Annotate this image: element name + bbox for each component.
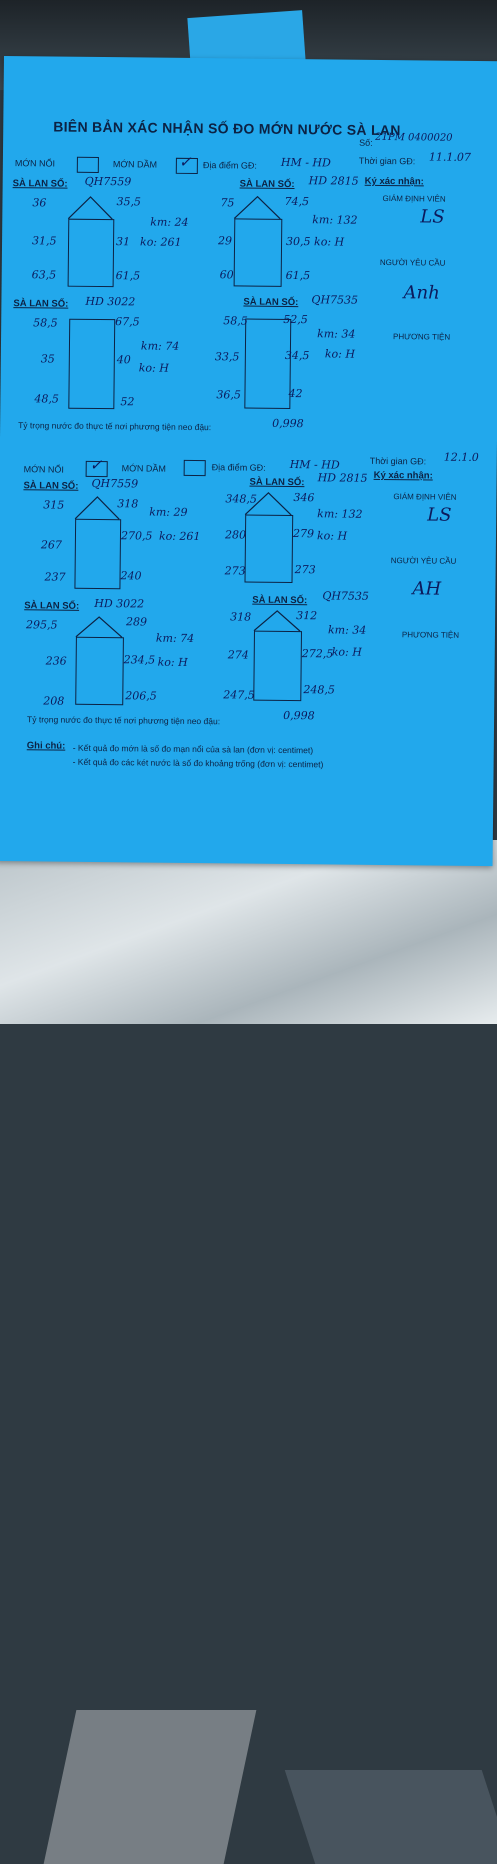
mon-dam-label: MỚN DẦM	[121, 463, 166, 474]
barge-label: SÀ LAN SỐ:	[252, 594, 308, 607]
check-mark: ✓	[89, 455, 103, 475]
draft-top-right: 318	[117, 497, 139, 511]
barge-hull	[244, 515, 293, 583]
barge-note-km: km: 29	[149, 505, 188, 519]
notes-label: Ghi chú:	[26, 740, 66, 752]
draft-bottom-right: 273	[294, 563, 316, 577]
barge-note-ko: ko: H	[314, 235, 345, 249]
time-value: 12.1.0	[443, 450, 479, 464]
number-label: Số:	[359, 137, 373, 148]
density-value: 0,998	[283, 708, 315, 723]
draft-bottom-left: 237	[44, 570, 66, 584]
document-title: BIÊN BẢN XÁC NHẬN SỐ ĐO MỚN NƯỚC SÀ LAN	[53, 118, 401, 139]
barge-label: SÀ LAN SỐ:	[23, 480, 79, 492]
barge-note-km: km: 34	[327, 623, 367, 637]
draft-bottom-right: 42	[288, 386, 303, 401]
giam-dinh-vien-label: GIÁM ĐỊNH VIÊN	[382, 193, 446, 204]
barge-note-ko: ko: H	[157, 655, 188, 669]
signature-inspector: LS	[427, 504, 452, 526]
barge-note-ko: ko: H	[331, 645, 362, 659]
fabric-background	[0, 840, 497, 1024]
density-label: Tỷ trọng nước đo thực tế nơi phương tiện neo đậu:	[27, 714, 221, 727]
draft-mid-right: 40	[116, 353, 131, 367]
barge-id: HD 3022	[85, 294, 136, 309]
draft-mid-left: 31,5	[31, 234, 57, 248]
ky-xac-nhan-label: Ký xác nhận:	[364, 175, 424, 188]
draft-mid-left: 236	[45, 654, 67, 668]
draft-top-left: 36	[32, 196, 47, 210]
note-text: Kết quả đo các két nước là số đo khoảng trống (đơn vị: centimet)	[77, 756, 324, 770]
draft-mid-right: 31	[115, 235, 131, 249]
draft-top-left: 75	[220, 196, 235, 210]
draft-mid-left: 274	[227, 648, 249, 662]
barge-note-km: km: 132	[317, 507, 363, 521]
barge-note-ko: ko: H	[324, 347, 356, 361]
mon-noi-label: MỚN NỔI	[14, 158, 56, 169]
barge-id: QH7535	[311, 293, 359, 307]
time-value: 11.1.07	[428, 150, 472, 164]
barge-hull	[74, 519, 121, 589]
document-sheet	[0, 56, 497, 866]
draft-top-left: 315	[43, 498, 65, 512]
draft-bottom-right: 206,5	[125, 689, 157, 703]
draft-top-left: 58,5	[33, 316, 58, 330]
barge-note-km: km: 132	[312, 213, 358, 227]
check-mark: ✓	[178, 152, 192, 171]
density-label: Tỷ trọng nước đo thực tế nơi phương tiện neo đậu:	[18, 420, 212, 433]
draft-mid-right: 279	[292, 527, 315, 541]
phuong-tien-label: PHƯƠNG TIỆN	[401, 630, 460, 640]
draft-bottom-right: 61,5	[285, 268, 311, 283]
note-item: - Kết quả đo các két nước là số đo khoảng trống (đơn vị: centimet)	[72, 756, 324, 770]
mon-noi-checkbox	[86, 455, 108, 477]
fabric-fold	[285, 1770, 497, 1864]
barge-note-km: km: 74	[155, 631, 195, 646]
mon-dam-label: MỚN DẦM	[112, 159, 158, 170]
barge-label: SÀ LAN SỐ:	[12, 178, 68, 190]
draft-top-right: 289	[126, 615, 148, 629]
barge-id: QH7535	[322, 589, 370, 603]
draft-mid-left: 35	[40, 352, 55, 366]
draft-top-right: 74,5	[284, 194, 310, 209]
density-value: 0,998	[272, 416, 304, 431]
mon-dam-checkbox	[184, 460, 206, 476]
mon-noi-label: MỚN NỔI	[23, 464, 64, 475]
draft-bottom-left: 36,5	[216, 388, 242, 402]
mon-dam-checkbox	[176, 152, 198, 174]
draft-mid-right: 234,5	[123, 653, 156, 667]
draft-bottom-left: 48,5	[34, 392, 59, 406]
mon-noi-checkbox	[77, 157, 99, 173]
signature-inspector: LS	[420, 206, 445, 228]
barge-note-km: km: 24	[150, 215, 189, 229]
draft-mid-right: 270,5	[120, 529, 153, 543]
nguoi-yeu-cau-label: NGƯỜI YÊU CẦU	[379, 257, 446, 268]
barge-bow	[234, 196, 280, 218]
nguoi-yeu-cau-label: NGƯỜI YÊU CẦU	[390, 556, 457, 566]
draft-top-right: 312	[296, 609, 318, 623]
draft-bottom-right: 52	[120, 395, 135, 409]
phuong-tien-label: PHƯƠNG TIỆN	[393, 332, 451, 342]
draft-bottom-left: 63,5	[31, 268, 57, 282]
ky-xac-nhan-label: Ký xác nhận:	[373, 469, 433, 482]
barge-hull	[234, 218, 283, 286]
draft-bottom-right: 61,5	[115, 269, 141, 283]
barge-id: HD 3022	[94, 596, 145, 611]
place-value: HM - HD	[280, 155, 331, 170]
place-label: Địa điểm GĐ:	[211, 462, 266, 473]
barge-hull	[75, 637, 124, 705]
barge-label: SÀ LAN SỐ:	[243, 296, 299, 309]
draft-mid-left: 29	[218, 234, 233, 248]
draft-mid-left: 280	[224, 528, 247, 542]
barge-id: QH7559	[91, 476, 139, 491]
draft-mid-left: 267	[40, 538, 62, 552]
time-label: Thời gian GĐ:	[358, 155, 416, 167]
place-value: HM - HD	[289, 458, 340, 472]
barge-bow	[68, 197, 112, 219]
barge-bow	[75, 497, 119, 519]
time-label: Thời gian GĐ:	[369, 455, 427, 467]
fabric-fold	[44, 1710, 257, 1864]
draft-bottom-left: 208	[43, 694, 65, 708]
barge-label: SÀ LAN SỐ:	[13, 298, 69, 310]
draft-mid-right: 272,5	[301, 647, 334, 661]
barge-id: HD 2815	[317, 471, 368, 485]
signature-requester: Anh	[403, 282, 440, 304]
barge-hull	[68, 319, 115, 409]
draft-top-left: 295,5	[25, 618, 58, 632]
draft-top-left: 58,5	[223, 314, 248, 328]
barge-hull	[68, 219, 115, 287]
draft-top-left: 348,5	[225, 492, 257, 506]
barge-label: SÀ LAN SỐ:	[249, 476, 305, 489]
draft-top-right: 35,5	[116, 195, 142, 209]
barge-note-ko: ko: 261	[158, 529, 201, 544]
draft-bottom-left: 273	[224, 564, 246, 578]
place-label: Địa điểm GĐ:	[202, 160, 257, 171]
note-item: - Kết quả đo mớn là số đo mạn nổi của sà lan (đơn vị: centimet)	[72, 742, 314, 756]
draft-bottom-right: 240	[120, 569, 142, 583]
signature-requester: AH	[412, 578, 442, 600]
barge-note-ko: ko: 261	[139, 235, 182, 249]
barge-id: QH7559	[84, 174, 132, 189]
barge-note-ko: ko: H	[138, 361, 169, 375]
draft-mid-left: 33,5	[214, 350, 240, 364]
barge-id: HD 2815	[308, 174, 359, 188]
draft-top-left: 318	[230, 610, 252, 624]
draft-top-right: 346	[293, 491, 315, 505]
draft-bottom-right: 248,5	[303, 683, 335, 697]
barge-hull	[244, 319, 291, 409]
note-text: Kết quả đo mớn là số đo mạn nổi của sà lan (đơn vị: centimet)	[77, 742, 314, 756]
barge-note-ko: ko: H	[316, 529, 348, 543]
barge-note-km: km: 74	[140, 339, 180, 353]
barge-bow	[76, 617, 122, 637]
giam-dinh-vien-label: GIÁM ĐỊNH VIÊN	[393, 492, 457, 502]
number-value: 21PM 0400020	[375, 131, 453, 144]
barge-label: SÀ LAN SỐ:	[239, 178, 295, 191]
draft-mid-right: 30,5	[286, 234, 311, 249]
draft-bottom-left: 60	[219, 268, 234, 282]
draft-bottom-left: 247,5	[223, 688, 255, 702]
barge-bow	[254, 611, 300, 631]
draft-mid-right: 34,5	[284, 348, 310, 363]
barge-hull	[253, 631, 302, 701]
draft-top-right: 67,5	[115, 315, 140, 329]
draft-top-right: 52,5	[283, 312, 308, 327]
barge-note-km: km: 34	[317, 327, 356, 341]
barge-label: SÀ LAN SỐ:	[24, 600, 80, 612]
